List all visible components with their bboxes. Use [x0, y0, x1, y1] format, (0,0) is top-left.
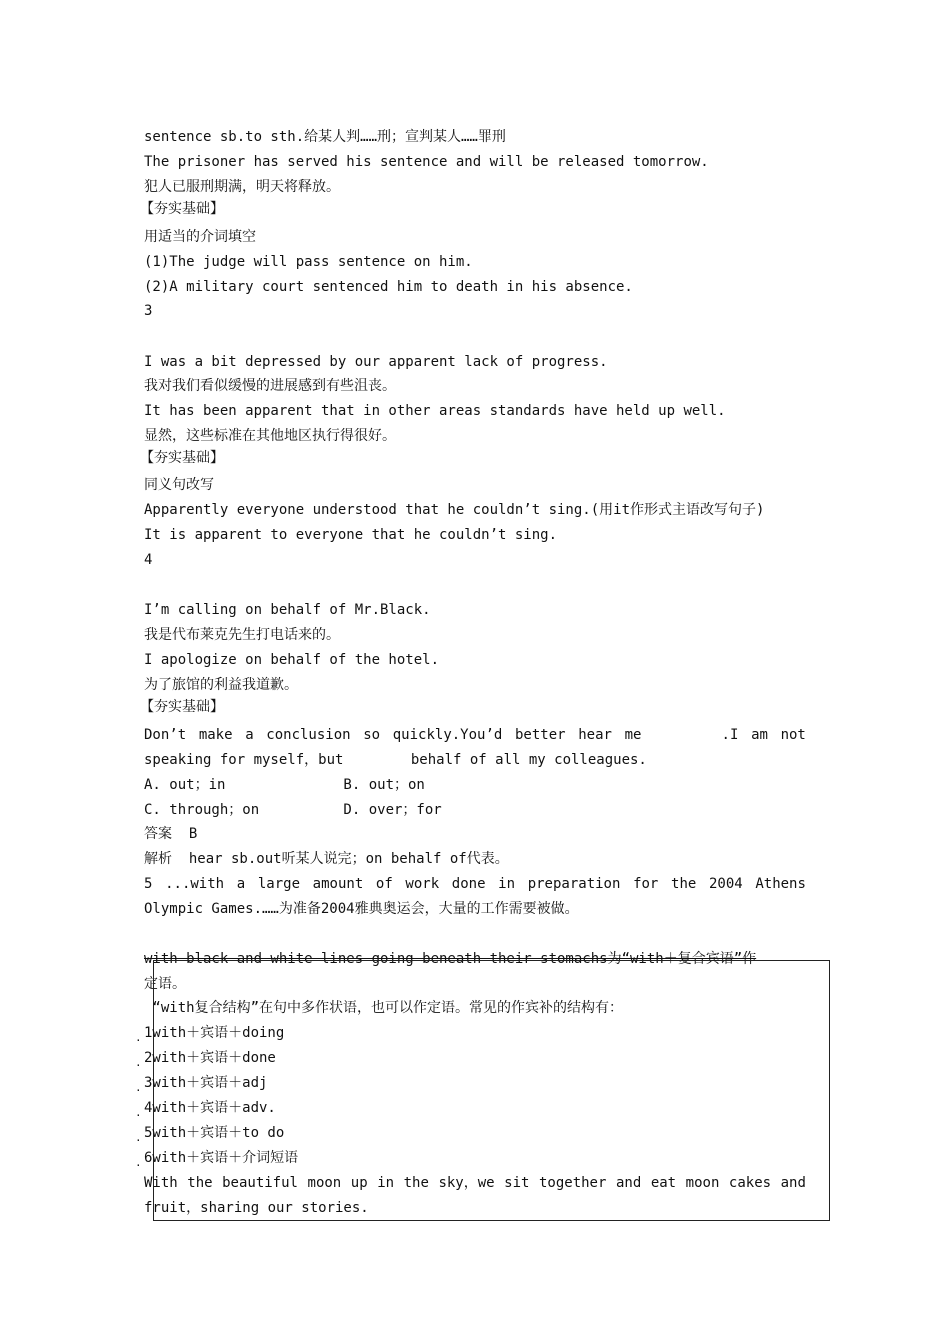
text-line: I’m calling on behalf of Mr.Black.	[144, 602, 431, 618]
list-item: 2with＋宾语＋done	[144, 1050, 276, 1066]
text-line: sentence sb.to sth.给某人判……刑；宣判某人……罪刑	[144, 129, 506, 145]
list-bullet: .	[135, 1131, 142, 1144]
text-line: speaking for myself，but behalf of all my colleagues.	[144, 752, 647, 768]
text-line: 犯人已服刑期满，明天将释放。	[144, 179, 340, 195]
list-bullet: .	[135, 1056, 142, 1069]
text-line: Olympic Games.……为准备2004雅典奥运会，大量的工作需要被做。	[144, 901, 579, 917]
text-line: 我对我们看似缓慢的进展感到有些沮丧。	[144, 378, 396, 394]
text-line: (2)A military court sentenced him to death in his absence.	[144, 279, 633, 295]
text-line: The prisoner has served his sentence and will be released tomorrow.	[144, 154, 709, 170]
text-line: 5 ...with a large amount of work done in preparation for the 2004 Athens	[144, 876, 806, 892]
section-heading: 【夯实基础】	[140, 201, 224, 217]
text-line: 定语。	[144, 976, 186, 992]
text-line: Apparently everyone understood that he couldn’t sing.(用it作形式主语改写句子)	[144, 502, 765, 518]
list-item: 6with＋宾语＋介词短语	[144, 1150, 299, 1166]
list-item: 3with＋宾语＋adj	[144, 1075, 268, 1091]
text-line: 为了旅馆的利益我道歉。	[144, 677, 298, 693]
text-line: I apologize on behalf of the hotel.	[144, 652, 440, 668]
text-line: 显然，这些标准在其他地区执行得很好。	[144, 428, 396, 444]
section-heading: 【夯实基础】	[140, 699, 224, 715]
text-line: It is apparent to everyone that he couldn’t sing.	[144, 527, 558, 543]
list-bullet: .	[135, 1081, 142, 1094]
explanation-line: 解析 hear sb.out听某人说完；on behalf of代表。	[144, 851, 509, 867]
list-bullet: .	[135, 1106, 142, 1119]
example-line: With the beautiful moon up in the sky，we sit together and eat moon cakes and	[144, 1175, 806, 1191]
section-number: 3	[144, 303, 153, 319]
option-line: A. out；in B. out；on	[144, 777, 425, 793]
section-heading: 【夯实基础】	[140, 450, 224, 466]
section-number: 4	[144, 552, 153, 568]
answer-line: 答案 B	[144, 826, 198, 842]
text-line: 用适当的介词填空	[144, 229, 256, 245]
text-line: with black and white lines going beneath their stomachs为“with＋复合宾语”作	[144, 951, 757, 967]
example-line: fruit，sharing our stories.	[144, 1200, 369, 1216]
list-item: 5with＋宾语＋to do	[144, 1125, 285, 1141]
text-line: 我是代布莱克先生打电话来的。	[144, 627, 340, 643]
list-item: 1with＋宾语＋doing	[144, 1025, 285, 1041]
question-line: Don’t make a conclusion so quickly.You’d better hear me .I am not	[144, 727, 806, 743]
list-bullet: .	[135, 1156, 142, 1169]
text-line: It has been apparent that in other areas standards have held up well.	[144, 403, 726, 419]
text-line: (1)The judge will pass sentence on him.	[144, 254, 473, 270]
text-line: I was a bit depressed by our apparent lack of progress.	[144, 354, 608, 370]
list-item: 4with＋宾语＋adv.	[144, 1100, 276, 1116]
text-line: 同义句改写	[144, 477, 214, 493]
text-line: “with复合结构”在句中多作状语，也可以作定语。常见的作宾补的结构有：	[144, 1000, 623, 1016]
option-line: C. through；on D. over；for	[144, 802, 442, 818]
list-bullet: .	[135, 1031, 142, 1044]
